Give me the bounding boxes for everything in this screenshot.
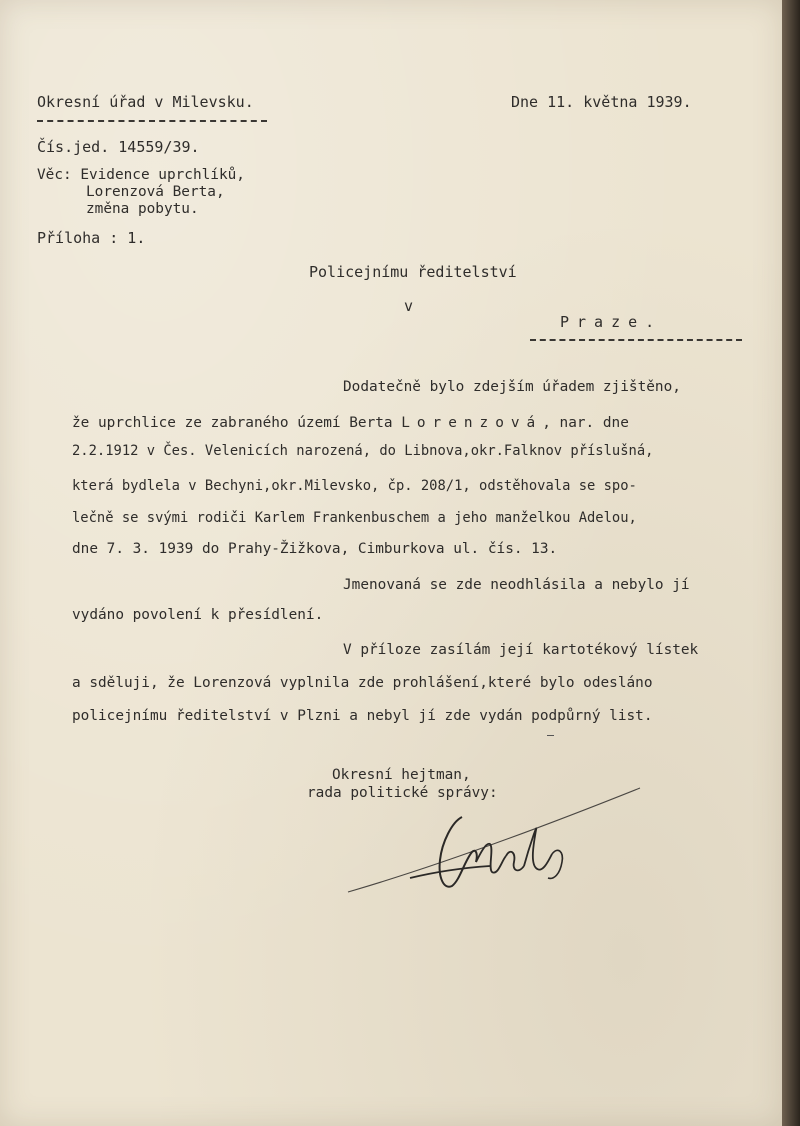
body-p2-line-1: Jmenovaná se zde neodhlásila a nebylo jí [343,577,690,593]
office-underline [37,120,267,122]
surname-spaced: Lorenzová [401,415,543,431]
body-p1-line-1: Dodatečně bylo zdejším úřadem zjištěno, [343,379,681,395]
closing-rank: rada politické správy: [307,785,498,801]
addressee-line-1: Policejnímu ředitelství [309,263,517,281]
body-p1-line-3: 2.2.1912 v Čes. Velenicích narozená, do Libnova,okr.Falknov příslušná, [72,443,654,459]
handwritten-signature [340,782,660,907]
body-p3-line-3: policejnímu ředitelství v Plzni a nebyl jí zde vydán podpůrný list. [72,708,653,724]
body-p3-line-2: a sděluji, že Lorenzová vyplnila zde prohlášení,které bylo odesláno [72,675,653,691]
body-p3-line-1: V příloze zasílám její kartotékový lístek [343,642,699,658]
stray-ink-mark [547,735,554,736]
body-p1-line-6: dne 7. 3. 1939 do Prahy-Žižkova, Cimburkova ul. čís. 13. [72,541,558,557]
body-p1-line-2 [72,416,629,430]
subject-line-1: Věc: Evidence uprchlíků, [37,167,245,183]
subject-line-3: změna pobytu. [86,201,199,217]
addressee-city: Praze. [560,313,663,331]
scan-edge [782,0,800,1126]
subject-line-2: Lorenzová Berta, [86,184,225,200]
attachment-note: Příloha : 1. [37,229,146,247]
body-p2-line-2: vydáno povolení k přesídlení. [72,607,324,623]
letter-date: Dne 11. května 1939. [511,93,692,111]
office-name: Okresní úřad v Milevsku. [37,93,254,111]
reference-number: Čís.jed. 14559/39. [37,138,200,156]
addressee-line-2: v [404,297,414,315]
body-p1-line-5: lečně se svými rodiči Karlem Frankenbuschem a jeho manželkou Adelou, [72,510,637,526]
closing-title: Okresní hejtman, [332,767,471,783]
body-p1-line-4: která bydlela v Bechyni,okr.Milevsko, čp. 208/1, odstěhovala se spo- [72,478,637,494]
addressee-underline [530,339,742,341]
body-p1-line-2-post: , nar. dne [542,415,629,431]
body-p1-line-2-pre: že uprchlice ze zabraného území Berta [72,415,402,431]
